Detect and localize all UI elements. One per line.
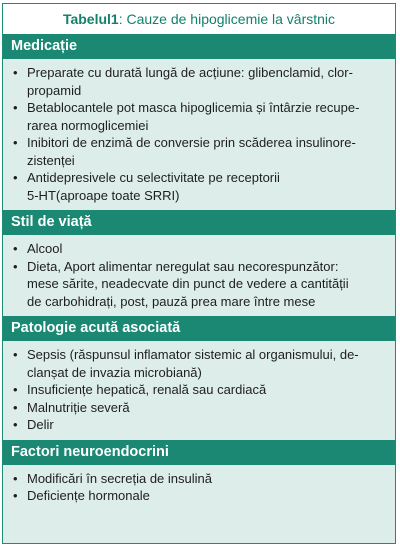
list-item-line: • Sepsis (răspunsul inflamator sistemic al organismului, de-	[27, 347, 359, 362]
list-item-line: de carbohidrați, post, pauză prea mare între mese	[27, 293, 316, 309]
list-item-line: • Malnutriție severă	[27, 399, 130, 415]
list-item-line: • Antidepresivele cu selectivitate pe receptorii	[27, 170, 280, 185]
list-item-line: zistenței	[27, 152, 75, 168]
table-title-text: Cauze de hipoglicemie la vârstnic	[126, 11, 336, 27]
table-title-label: Tabelul1	[62, 11, 119, 27]
list-item-line: • Inibitori de enzimă de conversie prin scăderea insulinore-	[27, 135, 356, 150]
list-item-line: 5-HT(aproape toate SRRI)	[27, 187, 180, 203]
section-header: Patologie acută asociată	[3, 316, 395, 341]
list-item-line: rarea normoglicemiei	[27, 117, 149, 133]
list-item	[11, 381, 387, 399]
section-header: Factori neuroendocrini	[3, 440, 395, 465]
list-item-line: • Alcool	[27, 241, 63, 256]
list-item	[11, 134, 387, 169]
list-item	[11, 470, 387, 488]
list-item	[11, 169, 387, 204]
list-item	[11, 487, 387, 505]
list-item-line: • Betablocantele pot masca hipoglicemia și întârzie recupe-	[27, 100, 360, 115]
list-item	[11, 346, 387, 381]
causes-table	[2, 3, 396, 544]
list-item-line: • Delir	[27, 417, 54, 432]
table-title	[3, 4, 395, 34]
list-item-line: • Deficiențe hormonale	[27, 488, 150, 503]
list-item-line: • Dieta, Aport alimentar neregulat sau necorespunzător:	[27, 258, 339, 274]
list-item-line: clanșat de invazia microbiană)	[27, 364, 202, 380]
list-item	[11, 99, 387, 134]
section-header: Medicație	[3, 34, 395, 59]
table-title-separator: :	[118, 11, 127, 27]
section-list	[3, 235, 395, 316]
list-item-line: propamid	[27, 82, 82, 98]
list-item	[11, 416, 387, 434]
section-list	[3, 341, 395, 440]
list-item	[11, 64, 387, 99]
list-item-line: • Modificări în secreția de insulină	[27, 470, 212, 486]
section-list	[3, 465, 395, 511]
list-item	[11, 399, 387, 417]
list-item-line: mese sărite, neadecvate din punct de vedere a cantității	[27, 276, 349, 291]
list-item-line: • Insuficiențe hepatică, renală sau cardiacă	[27, 382, 267, 397]
sections-container	[3, 34, 395, 511]
list-item	[11, 240, 387, 258]
section-list	[3, 59, 395, 210]
section-header: Stil de viață	[3, 210, 395, 235]
list-item-line: • Preparate cu durată lungă de acțiune: glibenclamid, clor-	[27, 65, 353, 80]
list-item	[11, 258, 387, 311]
